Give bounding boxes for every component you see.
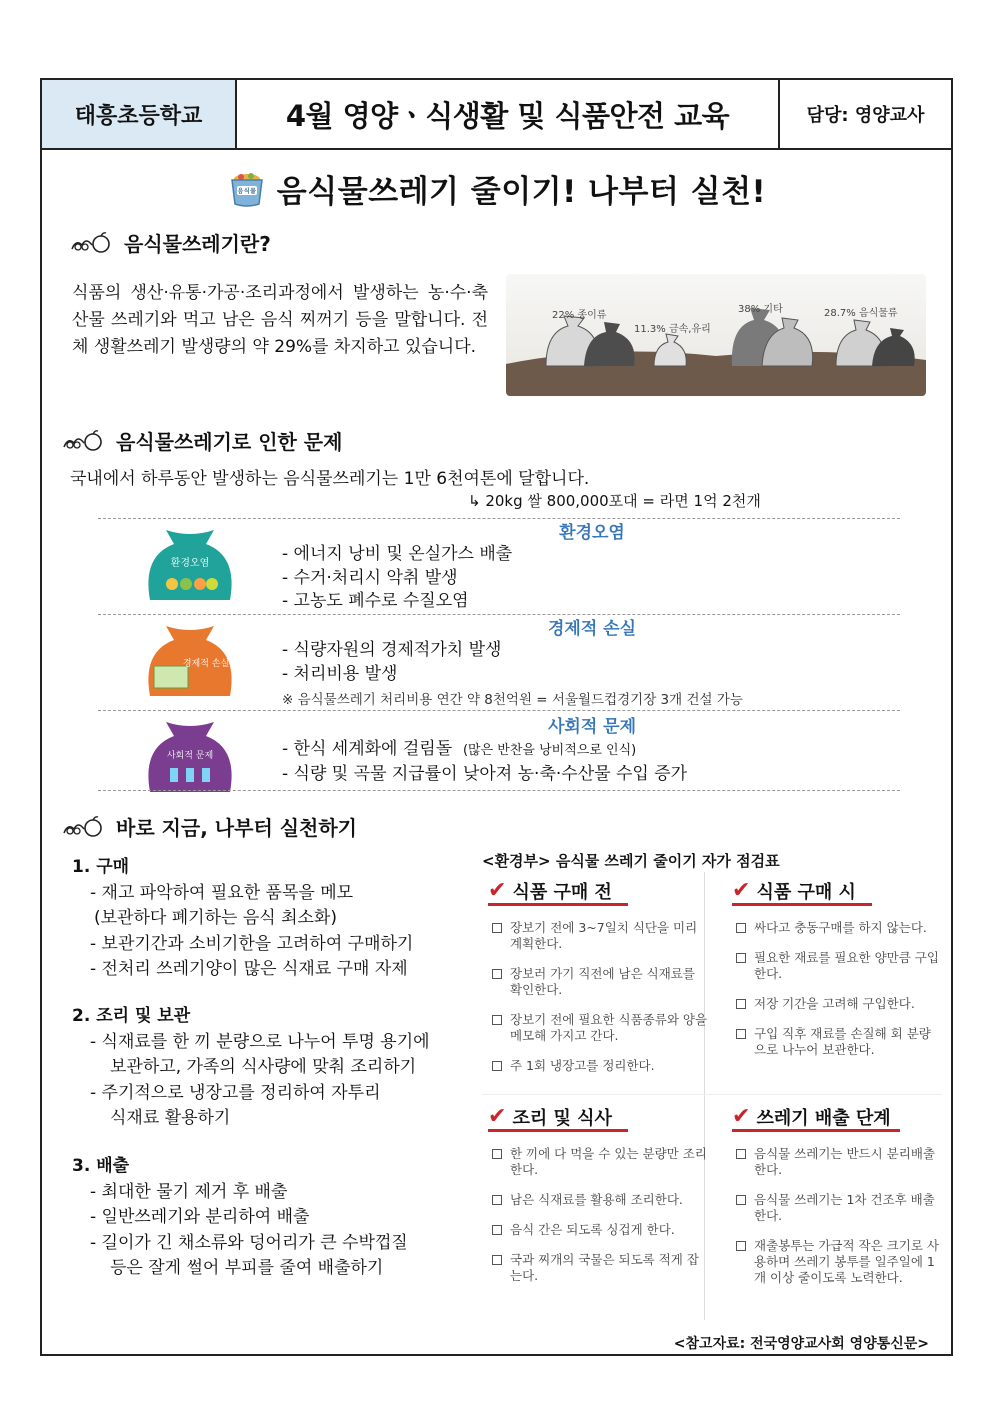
checkbox-icon[interactable] <box>492 969 502 979</box>
list-item: - 에너지 낭비 및 온실가스 배출 <box>282 544 513 564</box>
checklist-item[interactable]: 음식 간은 되도록 싱겁게 한다. <box>488 1222 708 1238</box>
checklist-cooking <box>488 1104 708 1298</box>
section-heading-text: 바로 지금, 나부터 실천하기 <box>116 816 358 840</box>
checklist-item[interactable]: 장보러 가기 직전에 남은 식재료를 확인한다. <box>488 966 708 998</box>
check-mark-icon: ✔ <box>488 1104 507 1129</box>
list-item-note: (많은 반찬을 낭비적으로 인식) <box>462 743 637 758</box>
main-title-text: 음식물쓰레기 줄이기! 나부터 실천! <box>276 174 767 210</box>
checkbox-icon[interactable] <box>736 1029 746 1039</box>
list-item: - 전처리 쓰레기양이 많은 식재료 구매 자제 <box>90 959 408 979</box>
school-name: 태흥초등학교 <box>42 80 237 148</box>
checkbox-icon[interactable] <box>492 1015 502 1025</box>
list-item: 등은 잘게 썰어 부피를 줄여 배출하기 <box>110 1258 384 1278</box>
list-item: - 최대한 물기 제거 후 배출 <box>90 1181 288 1202</box>
list-item: - 수거·처리시 악취 발생 <box>282 567 458 588</box>
bag-label-food: 28.7% 음식물류 <box>824 308 898 319</box>
list-item: - 재고 파악하여 필요한 품목을 메모 <box>90 882 354 903</box>
purchase-title: 1. 구매 <box>72 857 130 877</box>
economic-list <box>282 639 501 686</box>
checkbox-icon[interactable] <box>492 1225 502 1235</box>
section-heading-text: 음식물쓰레기란? <box>124 232 271 256</box>
checkbox-icon[interactable] <box>492 1255 502 1265</box>
block-title-social: 사회적 문제 <box>547 717 637 737</box>
checklist-item[interactable]: 음식물 쓰레기는 반드시 분리배출 한다. <box>732 1146 942 1178</box>
checklist-item[interactable]: 주 1회 냉장고를 정리한다. <box>488 1058 708 1074</box>
list-item: - 처리비용 발생 <box>282 663 398 684</box>
disposal-list <box>72 1154 492 1282</box>
newsletter-title: 4월 영양ㆍ식생활 및 식품안전 교육 <box>237 80 780 148</box>
list-item: - 식재료를 한 끼 분량으로 나누어 투명 용기에 <box>90 1031 430 1052</box>
list-item: - 식량자원의 경제적가치 발생 <box>282 640 502 660</box>
checkbox-icon[interactable] <box>736 953 746 963</box>
section-heading-practice <box>62 812 357 841</box>
newsletter-frame <box>40 78 953 1356</box>
bag-label-paper: 22% 종이류 <box>552 310 607 321</box>
checklist-item[interactable]: 장보기 전에 필요한 식품종류와 양을 메모해 가지고 간다. <box>488 1012 708 1044</box>
list-item: - 보관기간과 소비기한을 고려하여 구매하기 <box>90 933 414 954</box>
section-heading-what <box>70 228 271 257</box>
svg-text:경제적 손실: 경제적 손실 <box>182 659 230 669</box>
svg-text:사회적 문제: 사회적 문제 <box>166 751 214 761</box>
list-item: - 주기적으로 냉장고를 정리하여 자투리 <box>90 1082 381 1103</box>
check-mark-icon: ✔ <box>732 878 751 903</box>
bucket-label: 음식물 <box>237 188 257 195</box>
checklist-item[interactable]: 한 끼에 다 먹을 수 있는 분량만 조리한다. <box>488 1146 708 1178</box>
waste-composition-image <box>506 274 926 396</box>
purchase-list <box>72 855 492 983</box>
checkbox-icon[interactable] <box>736 999 746 1009</box>
social-list <box>282 738 687 786</box>
checkbox-icon[interactable] <box>736 1195 746 1205</box>
list-item: - 한식 세계화에 걸림돌 (많은 반찬을 낭비적으로 인식) <box>282 739 637 759</box>
fruit-icon <box>62 429 104 453</box>
checkbox-icon[interactable] <box>736 1149 746 1159</box>
check-mark-icon: ✔ <box>488 878 507 903</box>
checklist-item[interactable]: 필요한 재료를 필요한 양만큼 구입한다. <box>732 950 942 982</box>
checklist-title: <환경부> 음식물 쓰레기 줄이기 자가 점검표 <box>482 852 780 870</box>
checkbox-icon[interactable] <box>736 923 746 933</box>
svg-text:환경오염: 환경오염 <box>170 558 210 569</box>
checkbox-icon[interactable] <box>736 1241 746 1251</box>
checklist-item[interactable]: 장보기 전에 3~7일치 식단을 미리 계획한다. <box>488 920 708 952</box>
list-item: - 고농도 폐수로 수질오염 <box>282 591 469 611</box>
check-mark-icon: ✔ <box>732 1104 751 1129</box>
checklist-head: ✔ 쓰레기 배출 단계 <box>732 1104 900 1132</box>
checklist-item[interactable]: 싸다고 충동구매를 하지 않는다. <box>732 920 942 936</box>
main-title <box>42 166 951 211</box>
daily-amount-text: 국내에서 하루동안 발생하는 음식물쓰레기는 1만 6천여톤에 달합니다. <box>70 469 590 489</box>
definition-paragraph: 식품의 생산·유통·가공·조리과정에서 발생하는 농·수·축산물 쓰레기와 먹고 남은 음식 찌꺼기 등을 말합니다. 전체 생활쓰레기 발생량의 약 29%를 차지하고 있습니다. <box>72 283 488 357</box>
checkbox-icon[interactable] <box>492 923 502 933</box>
social-bag-icon <box>140 718 240 796</box>
equivalent-note: ↳ 20kg 쌀 800,000포대 = 라면 1억 2천개 <box>468 492 761 510</box>
checklist-item[interactable]: 남은 식재료를 활용해 조리한다. <box>488 1192 708 1208</box>
checklist-panel <box>482 872 942 1320</box>
checkbox-icon[interactable] <box>492 1061 502 1071</box>
list-item: 보관하고, 가족의 식사량에 맞춰 조리하기 <box>110 1057 417 1077</box>
environment-list <box>282 543 512 614</box>
list-item: - 길이가 긴 채소류와 덩어리가 큰 수박껍질 <box>90 1232 408 1253</box>
garbage-bags-illustration <box>506 274 926 396</box>
checklist-before-purchase <box>488 878 708 1088</box>
checklist-item[interactable]: 저장 기간을 고려해 구입한다. <box>732 996 942 1012</box>
checkbox-icon[interactable] <box>492 1149 502 1159</box>
disposal-title: 3. 배출 <box>72 1156 130 1176</box>
economic-bag-icon <box>140 622 240 700</box>
cost-note: ※ 음식물쓰레기 처리비용 연간 약 8천억원 = 서울월드컵경기장 3개 건설 가능 <box>282 692 743 708</box>
block-title-economic: 경제적 손실 <box>547 619 637 639</box>
checklist-item[interactable]: 국과 찌개의 국물은 되도록 적게 잡는다. <box>488 1252 708 1284</box>
list-item: - 식량 및 곡물 지급률이 낮아져 농·축·수산물 수입 증가 <box>282 763 688 784</box>
bag-label-other: 38% 기타 <box>738 304 783 315</box>
bag-label-metal-glass: 11.3% 금속,유리 <box>634 324 711 335</box>
cooking-title: 2. 조리 및 보관 <box>72 1006 191 1026</box>
section-heading-text: 음식물쓰레기로 인한 문제 <box>116 430 343 454</box>
checklist-head: ✔ 조리 및 식사 <box>488 1104 628 1132</box>
checklist-during-purchase <box>732 878 942 1072</box>
reference-source: <참고자료: 전국영양교사회 영양통신문> <box>673 1336 929 1352</box>
food-waste-bucket-icon <box>227 170 267 208</box>
block-title-environment: 환경오염 <box>559 523 625 543</box>
checklist-head: ✔ 식품 구매 전 <box>488 878 628 906</box>
checklist-item[interactable]: 구입 직후 재료를 손질해 회 분량으로 나누어 보관한다. <box>732 1026 942 1058</box>
fruit-icon <box>62 815 104 839</box>
list-item: 식재료 활용하기 <box>110 1108 231 1128</box>
checklist-disposal <box>732 1104 942 1300</box>
teacher-in-charge: 담당: 영양교사 <box>806 105 925 126</box>
list-item: (보관하다 폐기하는 음식 최소화) <box>94 908 337 928</box>
checklist-item[interactable]: 음식물 쓰레기는 1차 건조후 배출한다. <box>732 1192 942 1224</box>
divider <box>98 790 900 791</box>
header-table <box>42 80 951 150</box>
checklist-item[interactable]: 재출봉투는 가급적 작은 크기로 사용하며 쓰레기 봉투를 일주일에 1개 이상 줄이도록 노력한다. <box>732 1238 942 1286</box>
list-item: - 일반쓰레기와 분리하여 배출 <box>90 1207 310 1227</box>
divider <box>482 1094 942 1095</box>
cooking-list <box>72 1004 492 1132</box>
fruit-icon <box>70 231 112 255</box>
section-heading-problems <box>62 426 342 455</box>
checkbox-icon[interactable] <box>492 1195 502 1205</box>
divider <box>98 710 900 711</box>
environment-bag-icon <box>140 526 240 604</box>
checklist-head: ✔ 식품 구매 시 <box>732 878 872 906</box>
